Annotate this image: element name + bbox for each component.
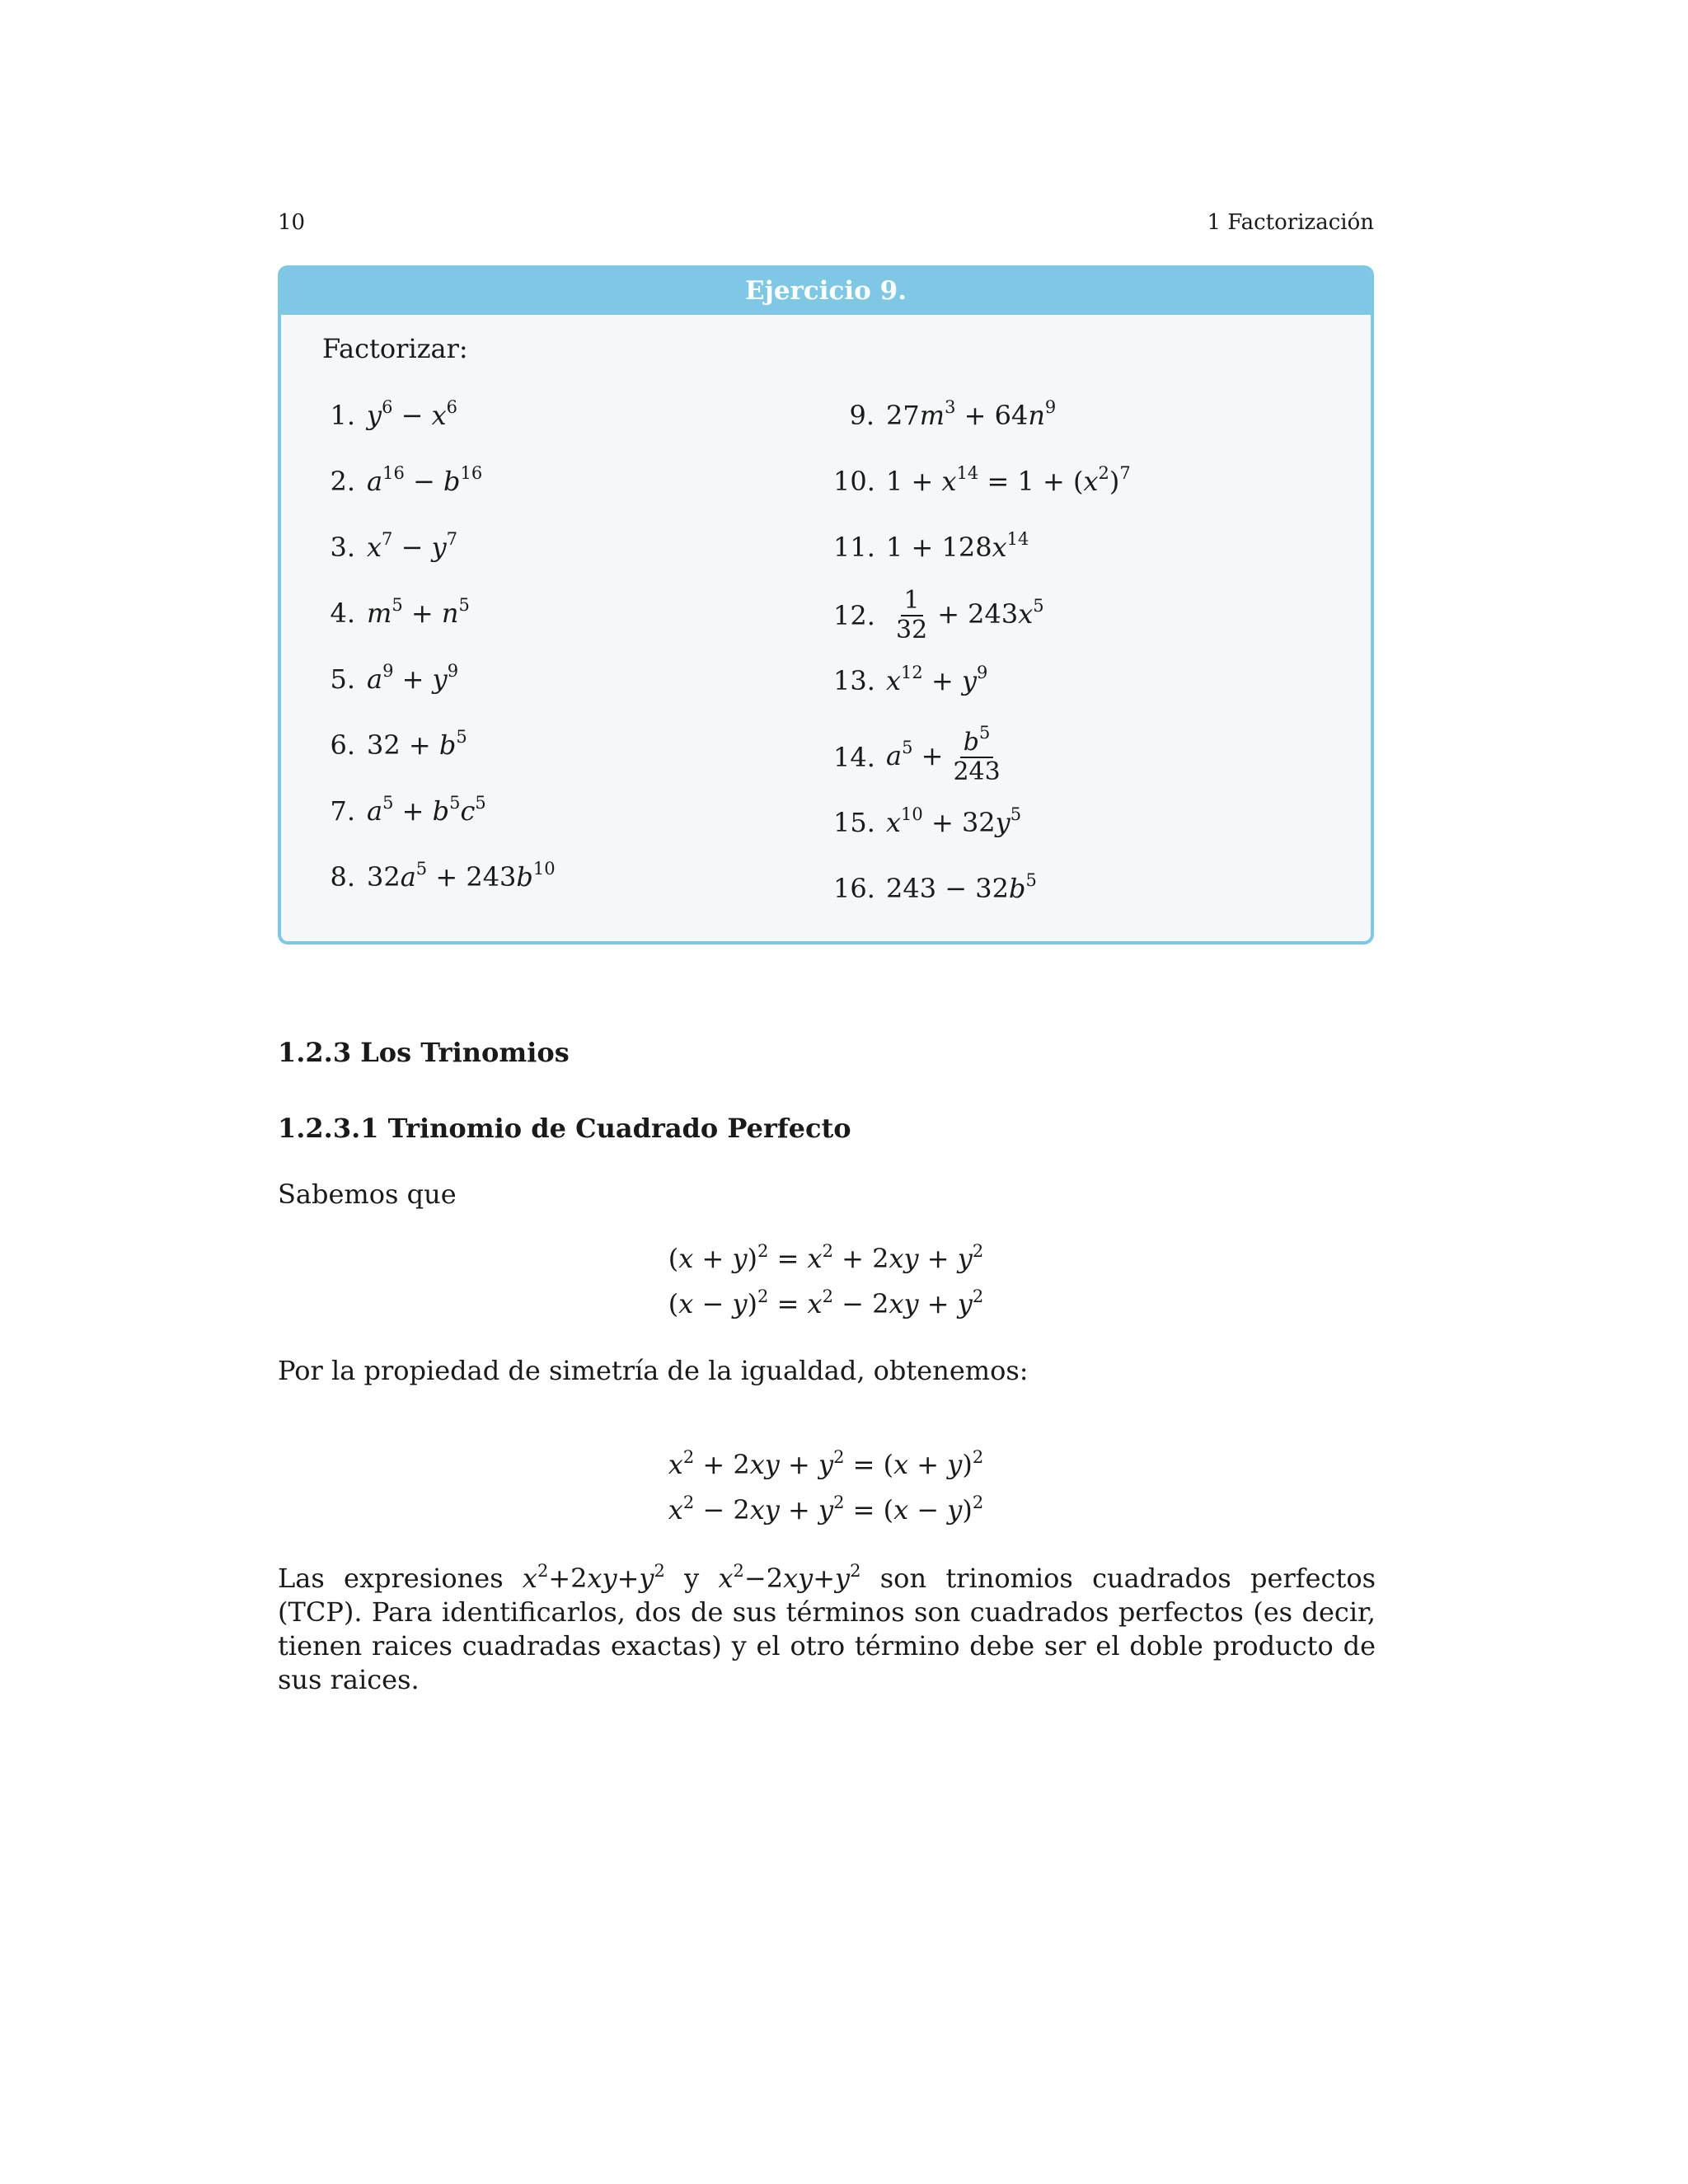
exercise-expression: $\frac{1}{32}$ + $243x^5$ [896, 585, 1044, 644]
exercise-item: 1. $y^6 - x^6$ [330, 397, 458, 431]
page-number: 10 [278, 210, 306, 235]
exercise-box [278, 265, 1374, 944]
exercise-expression: $x^{12} + y^9$ [886, 663, 988, 696]
exercise-item: 15. $x^{10} + 32y^5$ [833, 804, 1022, 838]
section-heading: 1.2.3 Los Trinomios [278, 1037, 570, 1068]
exercise-item: 14. $a^5$ + $\frac{b^5}{243}$ [833, 719, 1010, 796]
exercise-expression: $x^{10} + 32y^5$ [886, 804, 1022, 838]
exercise-intro: Factorizar: [322, 333, 468, 364]
chapter-title: 1 Factorización [1207, 210, 1374, 235]
exercise-item: 5. $a^9 + y^9$ [330, 661, 459, 695]
exercise-expression: $32 + b^5$ [367, 727, 467, 761]
exercise-item: 13. $x^{12} + y^9$ [833, 663, 988, 696]
equation: $(x + y)^2 = x^2 + 2xy + y^2$ [668, 1241, 984, 1274]
exercise-item: 2. $a^{16} - b^{16}$ [330, 463, 483, 497]
exercise-expression: $x^7 - y^7$ [367, 529, 458, 563]
exercise-item: 12. $\frac{1}{32}$ + $243x^5$ [833, 585, 1044, 644]
exercise-expression: $a^{16} - b^{16}$ [367, 463, 483, 497]
exercise-expression: $m^5 + n^5$ [367, 595, 470, 629]
exercise-item: 8. $32a^5 + 243b^{10}$ [330, 859, 556, 893]
exercise-expression: $a^5$ + $\frac{b^5}{243}$ [886, 722, 1001, 786]
equation: $(x - y)^2 = x^2 - 2xy + y^2$ [668, 1286, 984, 1319]
exercise-item: 7. $a^5 + b^5c^5$ [330, 793, 486, 827]
exercise-expression: $32a^5 + 243b^{10}$ [367, 859, 556, 893]
exercise-item: 6. $32 + b^5$ [330, 727, 467, 761]
exercise-expression: $1 + x^{14} = 1 + (x^2)^7$ [886, 463, 1131, 497]
exercise-item: 3. $x^7 - y^7$ [330, 529, 458, 563]
subsection-heading: 1.2.3.1 Trinomio de Cuadrado Perfecto [278, 1113, 851, 1144]
exercise-expression: $a^5 + b^5c^5$ [367, 793, 486, 827]
running-head [278, 210, 1374, 235]
paragraph-intro: Sabemos que [278, 1179, 457, 1210]
exercise-expression: $1 + 128x^{14}$ [886, 529, 1029, 563]
exercise-item: 9. $27m^3 + 64n^9$ [849, 397, 1057, 431]
exercise-expression: $y^6 - x^6$ [367, 397, 458, 431]
exercise-expression: $27m^3 + 64n^9$ [886, 397, 1057, 431]
paragraph-symmetry: Por la propiedad de simetría de la igualdad, obtenemos: [278, 1355, 1029, 1386]
equation-block-2 [0, 1442, 1652, 1533]
paragraph-closing: Las expresiones $x^2+2xy+y^2$ y $x^2-2xy+y^2$ son trinomios cuadrados perfectos (TCP). Para identificarlos, dos de sus términos son cuadrados perfectos (es decir, tienen raices cuadradas exactas) y el otro término debe ser el doble producto de sus raices. [278, 1561, 1376, 1695]
exercise-item: 4. $m^5 + n^5$ [330, 595, 470, 629]
exercise-title: Ejercicio 9. [281, 269, 1371, 315]
exercise-item: 10. $1 + x^{14} = 1 + (x^2)^7$ [833, 463, 1131, 497]
exercise-expression: $243 - 32b^5$ [886, 870, 1037, 904]
exercise-item: 11. $1 + 128x^{14}$ [833, 529, 1029, 563]
exercise-item: 16. $243 - 32b^5$ [833, 870, 1037, 904]
equation: $x^2 + 2xy + y^2 = (x + y)^2$ [668, 1447, 984, 1480]
equation-block-1 [0, 1236, 1652, 1327]
exercise-expression: $a^9 + y^9$ [367, 661, 459, 695]
equation: $x^2 - 2xy + y^2 = (x - y)^2$ [668, 1493, 984, 1526]
